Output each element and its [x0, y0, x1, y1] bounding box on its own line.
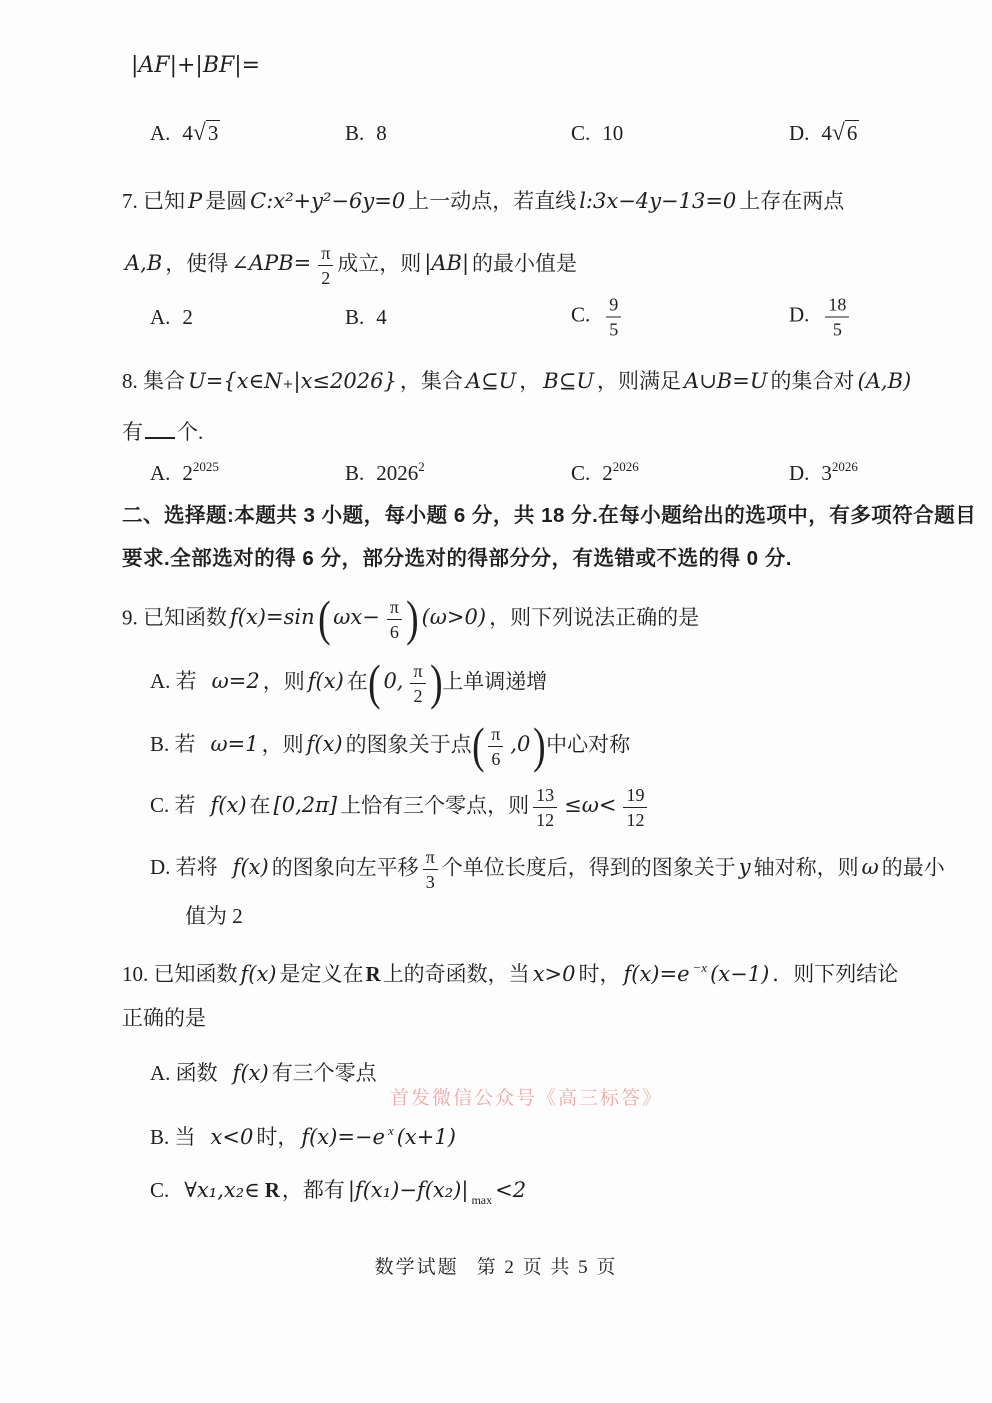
- fraction: [623, 785, 647, 830]
- watermark: [390, 1083, 663, 1110]
- text-run: 个单位长度后，得到的图象关于: [441, 855, 736, 880]
- text-run: 正确的是: [122, 1006, 206, 1030]
- fraction-denominator: 12: [533, 807, 557, 830]
- question-8-line-1: [122, 366, 914, 396]
- text-run: 7. 已知: [122, 189, 185, 213]
- math-run: A∪B=U: [684, 369, 768, 393]
- fraction-numerator: 13: [536, 785, 555, 805]
- power-exponent: 2: [418, 459, 425, 474]
- option-d: [789, 295, 853, 340]
- text-run: 二、选择题:本题共 3 小题，每小题 6 分，共 18 分.在每小题给出的选项中，有多项符合题目: [122, 504, 977, 527]
- math-run: |f(x₁)−f(x₂)|: [347, 1178, 469, 1202]
- math-run: f(x)=sin: [230, 605, 315, 630]
- option-d: [789, 453, 858, 487]
- math-run: A,B: [125, 251, 163, 276]
- math-run: ω: [861, 855, 879, 880]
- watermark-text: 首发微信公众号《高三标答》: [390, 1088, 664, 1109]
- math-run: U={x∈N₊|x≤2026}: [188, 369, 397, 393]
- fraction-numerator: π: [321, 243, 331, 263]
- power-exponent: 2025: [192, 459, 219, 474]
- math-run: f(x): [307, 669, 344, 694]
- option-a: [150, 453, 219, 487]
- math-run: f(x): [240, 962, 277, 986]
- power-exponent: −x: [692, 960, 708, 975]
- text-run: ，则: [261, 732, 304, 757]
- math-run: 0,: [383, 669, 404, 694]
- text-run: 的最小: [881, 855, 945, 880]
- math-run: ∠APB=: [231, 251, 312, 276]
- fraction: [533, 785, 557, 830]
- question-10-option-a: [150, 1058, 377, 1088]
- text-run: 上单调递增: [442, 669, 548, 694]
- fraction: [318, 243, 333, 288]
- fraction: [825, 295, 849, 340]
- math-run: <2: [495, 1178, 527, 1202]
- text-run: B. 当: [150, 1125, 196, 1149]
- option-label: B.: [345, 461, 365, 485]
- option-label: D.: [789, 121, 810, 145]
- option-label: D.: [789, 461, 810, 485]
- page-footer: [0, 1252, 992, 1279]
- text-run: 在: [249, 793, 271, 818]
- text-run: 8. 集合: [122, 369, 185, 393]
- option-a: [150, 119, 220, 147]
- math-run: f(x): [210, 793, 247, 818]
- fraction: [410, 661, 425, 706]
- text-run: ，则下列说法正确的是: [489, 605, 700, 630]
- math-run: y: [738, 855, 751, 880]
- text-run: B. 若: [150, 732, 196, 757]
- section-2-header-line-1: [122, 501, 976, 531]
- radical-icon: √: [831, 120, 845, 146]
- text-run: 的集合对: [770, 369, 855, 393]
- option-c: [571, 295, 625, 340]
- option-label: C.: [571, 121, 591, 145]
- option-value: 8: [376, 121, 387, 145]
- text-run: 中心对称: [546, 732, 631, 757]
- text-run: C.: [150, 1178, 170, 1202]
- math-run: ∀x₁,x₂∈: [184, 1178, 260, 1202]
- math-run: B⊆U: [543, 369, 595, 393]
- text-run: 上的奇函数，当: [382, 962, 530, 986]
- fraction: [606, 295, 621, 340]
- fraction-numerator: π: [491, 724, 501, 744]
- question-6-stem-tail: [128, 50, 263, 81]
- fraction: [423, 847, 438, 892]
- text-run: 有: [122, 420, 143, 444]
- option-d: [789, 119, 859, 147]
- radicand: 6: [846, 121, 858, 145]
- text-run: ，集合: [399, 369, 463, 393]
- fraction-denominator: 12: [623, 807, 647, 830]
- option-value: 10: [602, 121, 624, 145]
- text-run: 个.: [177, 420, 204, 444]
- option-label: D.: [789, 302, 810, 327]
- text-run: 的最小值是: [472, 251, 578, 276]
- option-label: A.: [150, 121, 171, 145]
- math-run: C:x²+y²−6y=0: [250, 189, 406, 213]
- math-run: A⊆U: [465, 369, 517, 393]
- option-label: C.: [571, 461, 591, 485]
- question-9-option-d-line-1: [150, 847, 945, 892]
- math-run-bold: R: [264, 1178, 280, 1202]
- math-run: f(x): [232, 855, 269, 880]
- math-run: ω=1: [210, 732, 259, 757]
- math-run: ,0: [510, 732, 531, 757]
- footer-doc-title: 数学试题: [374, 1257, 459, 1278]
- text-run: D. 若将: [150, 855, 218, 880]
- fraction-denominator: 2: [318, 265, 333, 288]
- fraction-numerator: π: [413, 661, 423, 681]
- fraction-denominator: 2: [410, 683, 425, 706]
- footer-page-number: 第 2 页 共 5 页: [476, 1257, 618, 1278]
- text-run: ，则: [262, 669, 305, 694]
- fraction-denominator: 5: [606, 317, 621, 340]
- text-run: A. 函数: [150, 1061, 218, 1085]
- radicand: 3: [207, 121, 219, 145]
- option-value: 4: [376, 305, 387, 329]
- math-run: l:3x−4y−13=0: [579, 189, 737, 213]
- math-run: f(x)=e: [623, 962, 690, 986]
- fraction: [387, 597, 402, 642]
- math-run: f(x): [232, 1061, 269, 1085]
- question-9-option-a: A. 若 ω=2 ，则 f(x) 在( 0, $\frac{\pi}{2}$ )上单调递增: [150, 653, 548, 710]
- math-run: |AF|+|BF|=: [131, 53, 261, 78]
- question-7-options: [0, 292, 992, 342]
- math-run: |AB|: [424, 251, 470, 276]
- text-run: ．则下列结论: [772, 962, 899, 986]
- fraction-denominator: 5: [825, 317, 849, 340]
- math-run: x<0: [210, 1125, 254, 1149]
- section-2-header-line-2: [122, 544, 792, 574]
- text-run: 时，: [578, 962, 621, 986]
- question-10-option-b: [150, 1116, 459, 1152]
- math-run: f(x): [306, 732, 343, 757]
- option-c: [571, 453, 639, 487]
- math-run: f(x)=−e: [301, 1125, 385, 1149]
- question-7-line-2: [122, 243, 577, 288]
- fraction-numerator: π: [389, 597, 399, 617]
- question-7-line-1: [122, 186, 844, 216]
- question-6-options: [0, 110, 992, 156]
- fraction-numerator: 18: [828, 294, 847, 315]
- math-run: (x+1): [396, 1125, 456, 1149]
- text-run: ，: [519, 369, 541, 393]
- power-base: 2: [182, 461, 193, 485]
- radical-icon: √: [192, 120, 206, 146]
- math-run: ωx−: [333, 605, 380, 630]
- text-run: ，都有: [281, 1178, 345, 1202]
- option-value: 2: [182, 305, 193, 329]
- text-run: 在: [346, 669, 368, 694]
- option-label: B.: [345, 305, 365, 329]
- text-run: 上一动点，若直线: [408, 189, 577, 213]
- sqrt-coefficient: 4: [182, 121, 193, 145]
- question-8-line-2: [122, 417, 203, 447]
- text-run: 有三个零点: [271, 1061, 377, 1085]
- text-run: 9. 已知函数: [122, 605, 227, 630]
- text-run: 是圆: [205, 189, 248, 213]
- math-run: (ω>0): [421, 605, 487, 630]
- question-9-option-b: B. 若 ω=1 ，则 f(x) 的图象关于点( $\frac{\pi}{6}$ ,0)中心对称: [150, 716, 631, 773]
- answer-blank: [145, 422, 175, 439]
- power-base: 2026: [376, 461, 419, 485]
- option-b: [345, 303, 387, 331]
- text-run: 10. 已知函数: [122, 962, 238, 986]
- text-run: ，使得: [165, 251, 229, 276]
- fraction: [488, 724, 503, 769]
- text-run: ，则满足: [597, 369, 682, 393]
- power-exponent: x: [387, 1123, 394, 1138]
- text-run: 值为 2: [185, 904, 243, 928]
- question-10-line-1: [122, 953, 898, 989]
- option-label: C.: [571, 302, 591, 327]
- option-a: [150, 303, 193, 331]
- math-run: (A,B): [857, 369, 912, 393]
- fraction-denominator: 6: [488, 746, 503, 769]
- fraction-denominator: 6: [387, 619, 402, 642]
- subscript-max: max: [471, 1193, 493, 1207]
- fraction-denominator: 3: [423, 869, 438, 892]
- question-9-line-1: 9. 已知函数 f(x)=sin( ωx− $\frac{\pi}{6}$ ) (ω>0) ，则下列说法正确的是: [122, 589, 700, 646]
- math-run: x>0: [532, 962, 576, 986]
- power-exponent: 2026: [612, 459, 639, 474]
- question-10-option-c: [150, 1175, 529, 1215]
- math-run: P: [188, 189, 203, 213]
- option-c: [571, 119, 623, 147]
- question-9-option-d-line-2: [185, 901, 243, 931]
- fraction-numerator: 9: [609, 294, 619, 315]
- power-base: 3: [821, 461, 832, 485]
- power-base: 2: [602, 461, 613, 485]
- fraction-numerator: 19: [626, 785, 645, 805]
- question-10-line-2: [122, 1003, 206, 1033]
- math-run: ω=2: [211, 669, 260, 694]
- text-run: A. 若: [150, 669, 197, 694]
- math-run: (x−1): [710, 962, 770, 986]
- text-run: 是定义在: [279, 962, 364, 986]
- text-run: 上恰有三个零点，则: [340, 793, 530, 818]
- question-9-option-c: [150, 785, 651, 830]
- text-run: 上存在两点: [739, 189, 845, 213]
- text-run: 时，: [256, 1125, 299, 1149]
- text-run: 的图象向左平移: [271, 855, 419, 880]
- math-run: [0,2π]: [273, 793, 338, 818]
- math-run: ≤ω<: [564, 793, 617, 818]
- option-label: B.: [345, 121, 365, 145]
- text-run: 成立，则: [337, 251, 422, 276]
- math-run-bold: R: [365, 962, 381, 986]
- option-label: A.: [150, 305, 171, 329]
- fraction-numerator: π: [425, 847, 435, 867]
- power-exponent: 2026: [831, 459, 858, 474]
- text-run: 要求.全部选对的得 6 分，部分选对的得部分分，有选错或不选的得 0 分.: [122, 547, 792, 570]
- question-8-options: [0, 450, 992, 490]
- option-label: A.: [150, 461, 171, 485]
- text-run: C. 若: [150, 793, 196, 818]
- sqrt-coefficient: 4: [821, 121, 832, 145]
- option-b: [345, 453, 425, 487]
- text-run: 的图象关于点: [345, 732, 472, 757]
- option-b: [345, 119, 387, 147]
- text-run: 轴对称，则: [753, 855, 859, 880]
